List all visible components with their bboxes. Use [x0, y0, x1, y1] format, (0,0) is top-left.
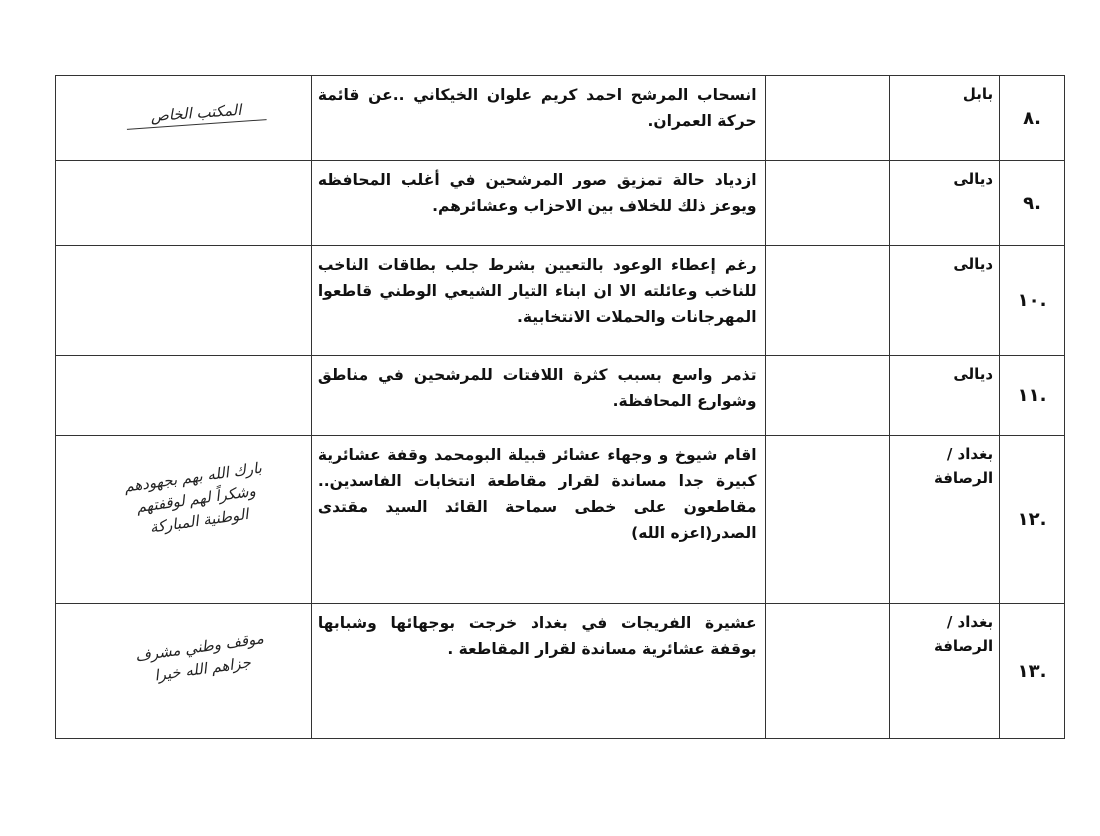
empty-cell [765, 161, 889, 246]
note-cell [56, 356, 312, 436]
description-cell: رغم إعطاء الوعود بالتعيين بشرط جلب بطاقات الناخب للناخب وعائلته الا ان ابناء التيار الشيعي الوطني قاطعوا المهرجانات والحملات الانتخابية. [311, 246, 765, 356]
row-number: .٩ [1000, 161, 1065, 246]
province-cell: ديالى [889, 246, 1000, 356]
report-table [55, 75, 1065, 739]
handwritten-note: بارك الله بهم بجهودهم وشكراً لهم لوقفتهم الوطنية المباركة [123, 458, 263, 537]
table-row [56, 246, 1065, 356]
description-cell: ازدياد حالة تمزيق صور المرشحين في أغلب المحافظه ويوعز ذلك للخلاف بين الاحزاب وعشائرهم. [311, 161, 765, 246]
note-cell [56, 246, 312, 356]
table-row [56, 436, 1065, 604]
handwritten-note: موقف وطني مشرف جزاهم الله خيرا [134, 629, 265, 685]
province-cell: بغداد / الرصافة [889, 604, 1000, 739]
description-cell: تذمر واسع بسبب كثرة اللافتات للمرشحين في مناطق وشوارع المحافظة. [311, 356, 765, 436]
province-cell: ديالى [889, 161, 1000, 246]
note-cell [56, 161, 312, 246]
note-cell [56, 76, 312, 161]
description-cell: عشيرة الفريجات في بغداد خرجت بوجهائها وشبابها بوقفة عشائرية مساندة لقرار المقاطعة . [311, 604, 765, 739]
empty-cell [765, 246, 889, 356]
row-number: .٨ [1000, 76, 1065, 161]
province-cell: بابل [889, 76, 1000, 161]
row-number: .١٢ [1000, 436, 1065, 604]
table-row [56, 161, 1065, 246]
description-cell: اقام شيوخ و وجهاء عشائر قبيلة البومحمد وقفة عشائرية كبيرة جدا مساندة لقرار مقاطعة انتخابات الفاسدين.. مقاطعون على خطى سماحة القائد السيد مقتدى الصدر(اعزه الله) [311, 436, 765, 604]
row-number: .١٠ [1000, 246, 1065, 356]
empty-cell [765, 604, 889, 739]
note-cell [56, 604, 312, 739]
table-row [56, 76, 1065, 161]
empty-cell [765, 76, 889, 161]
empty-cell [765, 436, 889, 604]
handwritten-note: المكتب الخاص [125, 97, 266, 130]
description-cell: انسحاب المرشح احمد كريم علوان الخيكاني ..عن قائمة حركة العمران. [311, 76, 765, 161]
table-row [56, 604, 1065, 739]
row-number: .١١ [1000, 356, 1065, 436]
empty-cell [765, 356, 889, 436]
province-cell: بغداد / الرصافة [889, 436, 1000, 604]
note-cell [56, 436, 312, 604]
row-number: .١٣ [1000, 604, 1065, 739]
table-row [56, 356, 1065, 436]
province-cell: ديالى [889, 356, 1000, 436]
